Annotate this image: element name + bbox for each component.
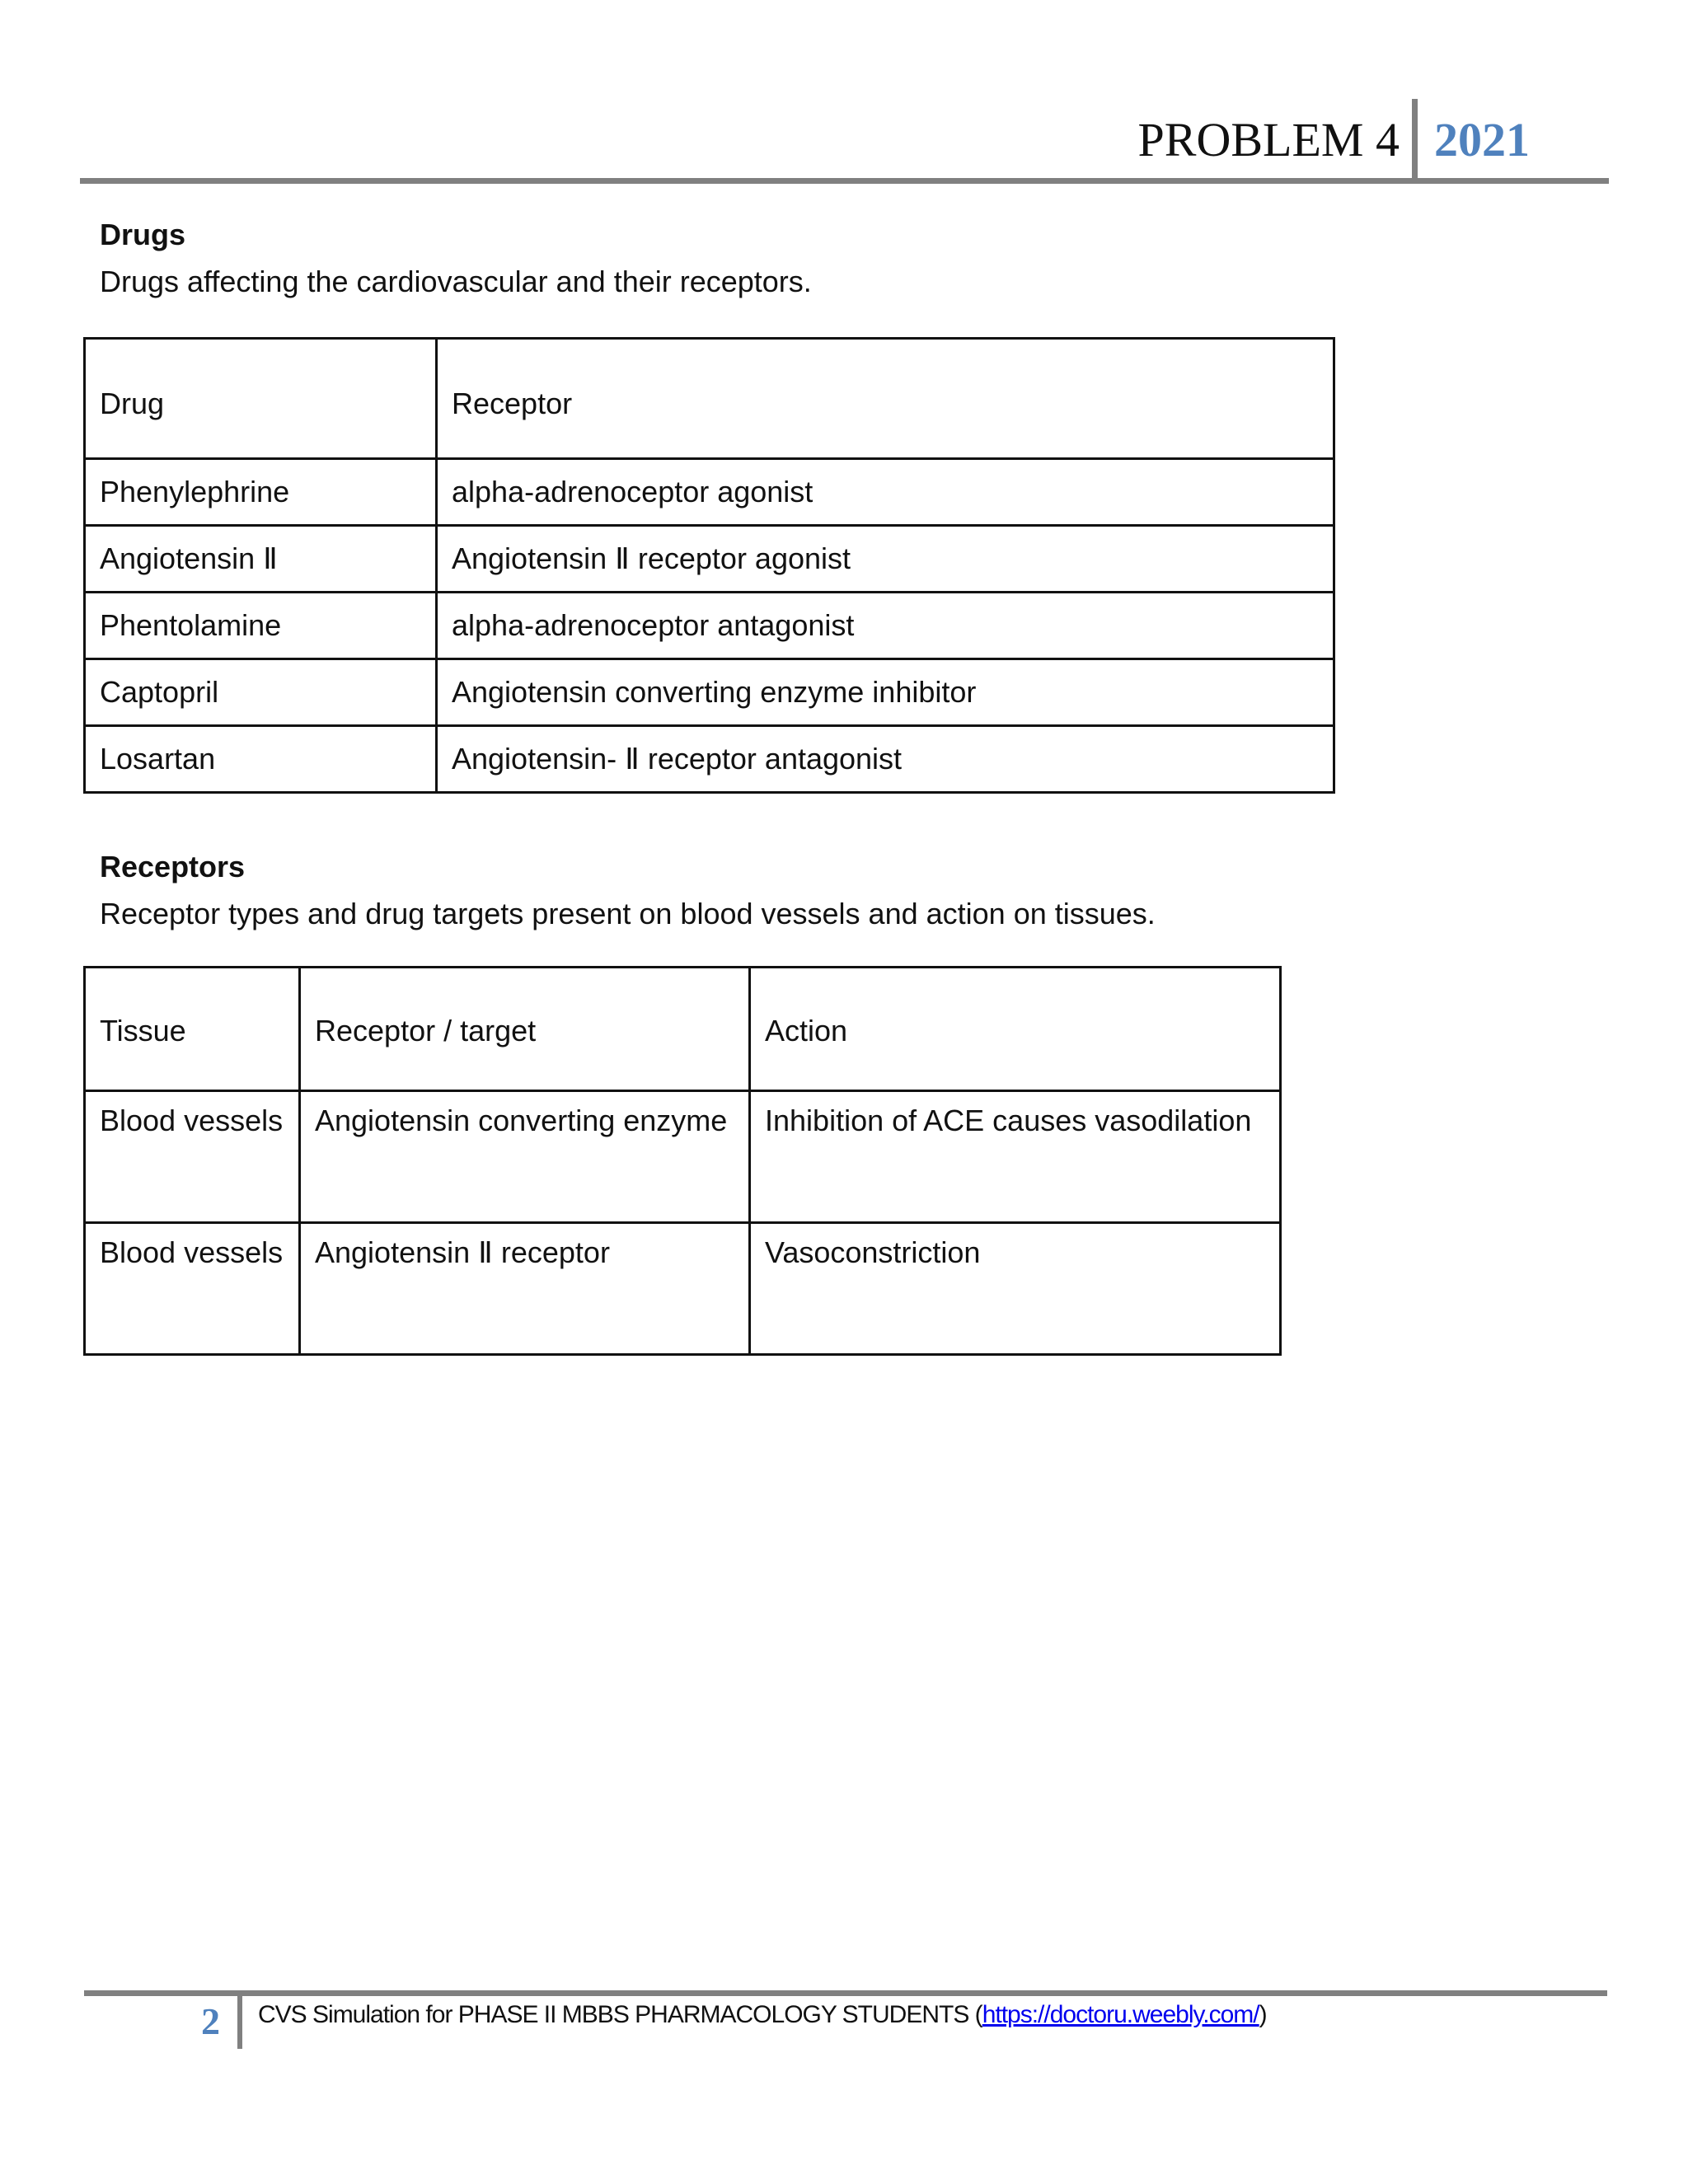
table-row (85, 1223, 1281, 1355)
footer-divider (237, 1994, 242, 2049)
table-row (85, 526, 1334, 593)
drug-cell: Captopril (85, 659, 437, 726)
footer-caption-end: ) (1259, 2001, 1267, 2028)
document-header-title: PROBLEM 4 (1137, 113, 1400, 166)
footer-caption: CVS Simulation for PHASE II MBBS PHARMACOLOGY STUDENTS ( (258, 2001, 982, 2028)
footer-link[interactable]: https://doctoru.weebly.com/ (982, 2001, 1259, 2028)
column-header-tissue: Tissue (85, 968, 300, 1091)
receptor-target-cell: Angiotensin Ⅱ receptor (300, 1223, 750, 1355)
table-row (85, 459, 1334, 526)
column-header-action: Action (750, 968, 1281, 1091)
drug-cell: Losartan (85, 726, 437, 793)
tissue-cell: Blood vessels (85, 1091, 300, 1223)
table-header-row (85, 968, 1281, 1091)
action-cell: Vasoconstriction (750, 1223, 1281, 1355)
table-row (85, 659, 1334, 726)
drugs-heading: Drugs (100, 218, 186, 251)
column-header-receptor-target: Receptor / target (300, 968, 750, 1091)
tissue-cell: Blood vessels (85, 1223, 300, 1355)
page-number: 2 (201, 2000, 220, 2042)
drugs-table (83, 337, 1335, 794)
action-cell: Inhibition of ACE causes vasodilation (750, 1091, 1281, 1223)
table-row (85, 1091, 1281, 1223)
drugs-description: Drugs affecting the cardiovascular and their receptors. (100, 265, 812, 298)
receptor-cell: Angiotensin converting enzyme inhibitor (437, 659, 1334, 726)
footer-text (258, 1994, 1267, 2036)
table-row (85, 726, 1334, 793)
receptors-description: Receptor types and drug targets present on blood vessels and action on tissues. (100, 897, 1156, 930)
drug-cell: Phenylephrine (85, 459, 437, 526)
drug-cell: Angiotensin Ⅱ (85, 526, 437, 593)
header-divider (1412, 99, 1418, 181)
receptor-target-cell: Angiotensin converting enzyme (300, 1091, 750, 1223)
receptor-cell: alpha-adrenoceptor agonist (437, 459, 1334, 526)
receptor-cell: Angiotensin- Ⅱ receptor antagonist (437, 726, 1334, 793)
table-row (85, 593, 1334, 659)
table-header-row (85, 339, 1334, 459)
header-rule (80, 178, 1609, 184)
receptors-table (83, 966, 1282, 1356)
receptor-cell: Angiotensin Ⅱ receptor agonist (437, 526, 1334, 593)
column-header-drug: Drug (85, 339, 437, 459)
drug-cell: Phentolamine (85, 593, 437, 659)
document-header-year: 2021 (1434, 113, 1530, 166)
receptor-cell: alpha-adrenoceptor antagonist (437, 593, 1334, 659)
receptors-heading: Receptors (100, 850, 246, 883)
column-header-receptor: Receptor (437, 339, 1334, 459)
